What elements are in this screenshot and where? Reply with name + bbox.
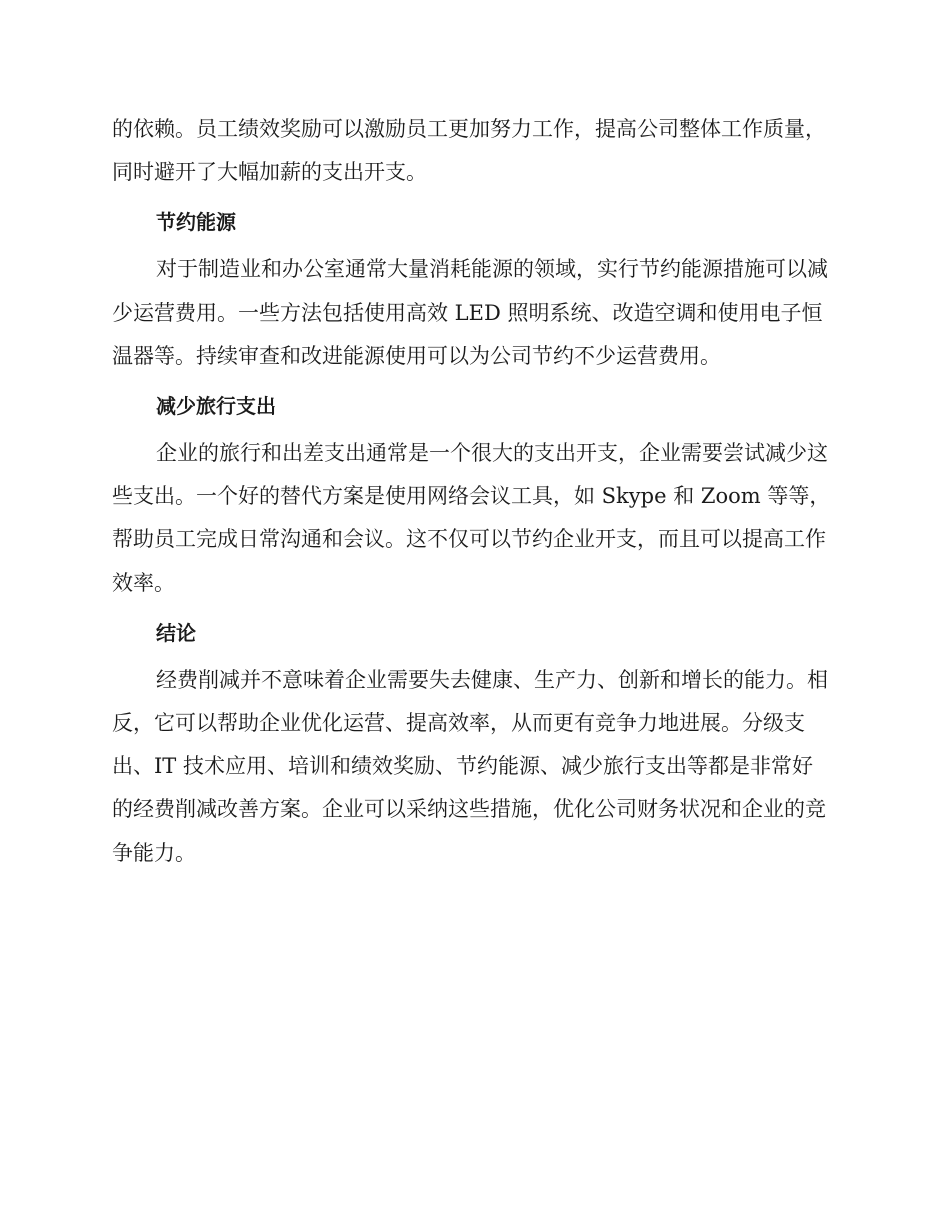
section-body-energy: 对于制造业和办公室通常大量消耗能源的领域，实行节约能源措施可以减少运营费用。一些方法包括使用高效 LED 照明系统、改造空调和使用电子恒温器等。持续审查和改进能源使用可以为公司节约不少运营费用。 <box>112 257 828 368</box>
section-heading-conclusion: 结论 <box>156 620 196 645</box>
section-body-travel: 企业的旅行和出差支出通常是一个很大的支出开支，企业需要尝试减少这些支出。一个好的替代方案是使用网络会议工具，如 Skype 和 Zoom 等等，帮助员工完成日常沟通和会议。这不仅可以节约企业开支，而且可以提高工作效率。 <box>112 441 831 595</box>
intro-paragraph: 的依赖。员工绩效奖励可以激励员工更加努力工作，提高公司整体工作质量，同时避开了大幅加薪的支出开支。 <box>112 117 826 185</box>
section-body-conclusion: 经费削减并不意味着企业需要失去健康、生产力、创新和增长的能力。相反，它可以帮助企业优化运营、提高效率，从而更有竞争力地进展。分级支出、IT 技术应用、培训和绩效奖励、节约能源、减少旅行支出等都是非常好的经费削减改善方案。企业可以采纳这些措施，优化公司财务状况和企业的竞争能力。 <box>112 667 828 865</box>
section-heading-energy: 节约能源 <box>156 210 236 235</box>
section-heading-travel: 减少旅行支出 <box>156 394 276 419</box>
